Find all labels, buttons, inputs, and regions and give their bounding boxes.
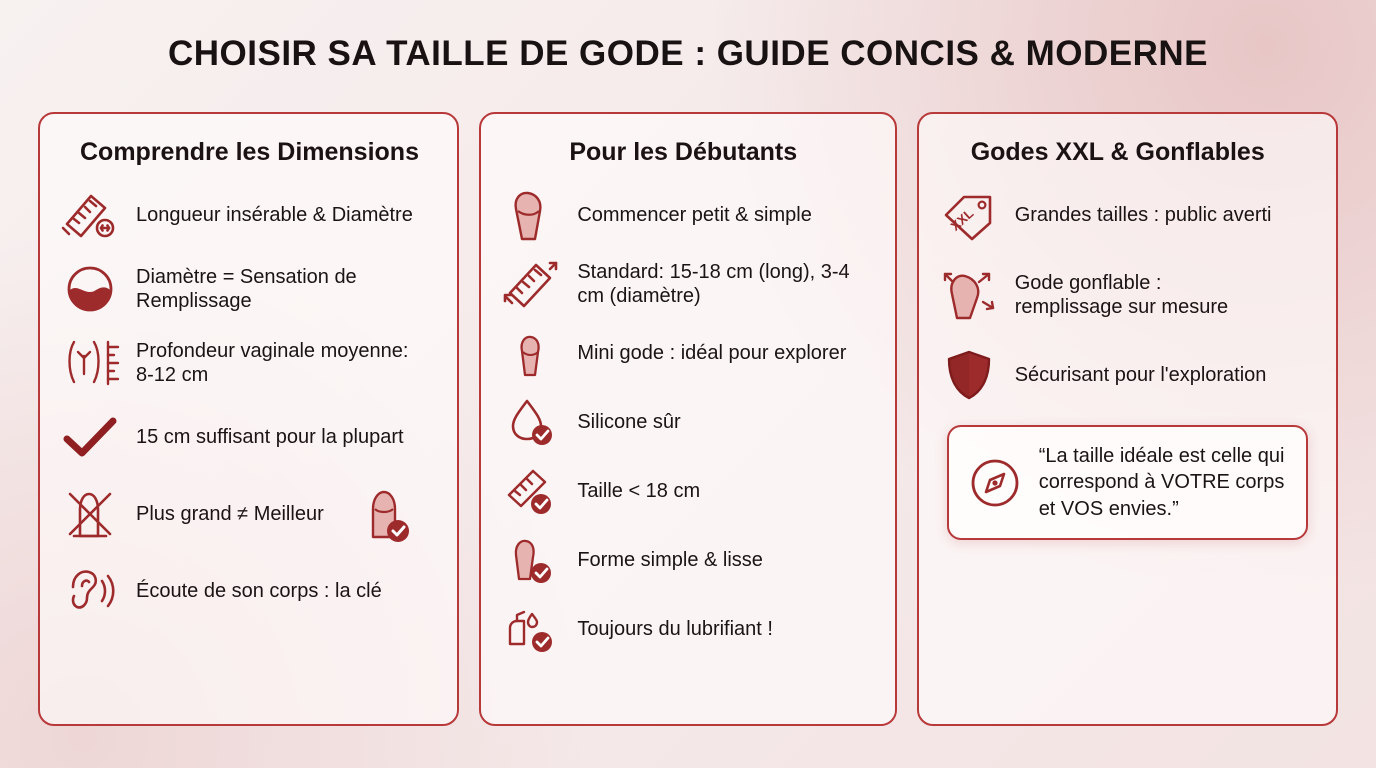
small-dildo-icon: [499, 186, 563, 244]
list-item-label: Commencer petit & simple: [577, 203, 812, 226]
list-item-label: Profondeur vaginale moyenne: 8-12 cm: [136, 339, 409, 386]
list-item-label: Taille < 18 cm: [577, 479, 701, 502]
card-title-xxl: Godes XXL & Gonflables: [970, 138, 1265, 166]
list-item-label: Longueur insérable & Diamètre: [136, 203, 413, 226]
list-item: [58, 183, 439, 247]
card-beginners: [479, 112, 896, 726]
card-dimensions: [38, 112, 459, 726]
filled-circle-sensation-icon: [58, 260, 122, 318]
list-item: [499, 183, 876, 247]
smooth-shape-check-icon: [499, 531, 563, 589]
svg-text:XXL: XXL: [947, 205, 977, 234]
list-item-label: Mini gode : idéal pour explorer: [577, 341, 847, 364]
droplet-check-icon: [499, 393, 563, 451]
list-item: [58, 559, 439, 623]
list-item: [499, 459, 876, 523]
list-item: [58, 257, 439, 321]
list-item: [499, 321, 876, 385]
page-title: CHOISIR SA TAILLE DE GODE : GUIDE CONCIS & MODERNE: [167, 34, 1209, 73]
list-item: [937, 183, 1318, 247]
rows-beginners: [499, 183, 876, 661]
ruler-check-icon: [499, 462, 563, 520]
dildo-check-icon: [348, 482, 420, 546]
list-item-label: Gode gonflable : remplissage sur mesure: [1014, 271, 1229, 318]
list-item: [58, 479, 439, 549]
card-xxl: [917, 112, 1338, 726]
inflatable-dildo-arrows-icon: [937, 266, 1001, 324]
list-item: [937, 263, 1318, 327]
rows-dimensions: [58, 183, 439, 623]
list-item: [499, 528, 876, 592]
list-item-label: Plus grand ≠ Meilleur: [136, 502, 324, 525]
list-item-label: Sécurisant pour l'exploration: [1014, 363, 1267, 386]
ruler-diameter-icon: [58, 186, 122, 244]
columns-container: [38, 112, 1338, 726]
list-item-label: Standard: 15-18 cm (long), 3-4 cm (diamètre): [577, 260, 850, 307]
xxl-tag-icon: [937, 186, 1001, 244]
card-title-dimensions: Comprendre les Dimensions: [80, 138, 419, 166]
list-item-label: Diamètre = Sensation de Remplissage: [136, 265, 357, 312]
shield-icon: [937, 346, 1001, 404]
quote-box: [947, 425, 1308, 540]
vaginal-depth-ruler-icon: [58, 334, 122, 392]
list-item-label: 15 cm suffisant pour la plupart: [136, 425, 404, 448]
list-item: [499, 597, 876, 661]
list-item: [58, 331, 439, 395]
ruler-icon: [499, 255, 563, 313]
list-item-label: Forme simple & lisse: [577, 548, 763, 571]
ear-listening-icon: [58, 562, 122, 620]
rows-xxl: [937, 183, 1318, 407]
checkmark-icon: [58, 408, 122, 466]
list-item: [499, 252, 876, 316]
list-item: [58, 405, 439, 469]
list-item-label: Silicone sûr: [577, 410, 681, 433]
lubricant-bottle-check-icon: [499, 600, 563, 658]
compass-icon: [963, 454, 1027, 512]
quote-text: “La taille idéale est celle qui correspond à VOTRE corps et VOS envies.”: [1038, 445, 1285, 520]
list-item-label: Écoute de son corps : la clé: [136, 579, 382, 602]
list-item-label: Toujours du lubrifiant !: [577, 617, 773, 640]
list-item: [499, 390, 876, 454]
crossed-out-large-dildo-icon: [58, 485, 122, 543]
list-item: [937, 343, 1318, 407]
list-item-label: Grandes tailles : public averti: [1014, 203, 1272, 226]
mini-dildo-icon: [499, 324, 563, 382]
card-title-beginners: Pour les Débutants: [569, 138, 798, 166]
